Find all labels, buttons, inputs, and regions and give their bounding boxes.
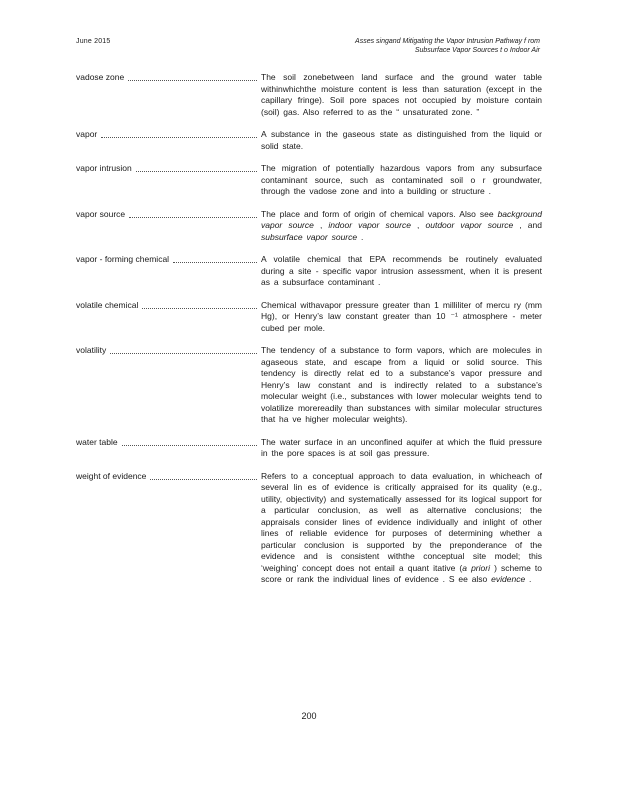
- dot-leader: [142, 300, 257, 309]
- latin-term: a priori: [462, 562, 490, 573]
- glossary-definition: [261, 209, 542, 244]
- glossary-term: vapor: [76, 129, 98, 139]
- header-title-line-1: Asses singand Mitigating the Vapor Intrusion Pathway f rom: [355, 38, 540, 45]
- glossary-definition: The soil zonebetween land surface and the ground water table withinwhichthe moisture content is less than saturation (except in the capillary fringe). Soil pore spaces not occupied by moisture contain (soil) gas. Also referred to as the “ unsaturated zone. ”: [261, 72, 542, 117]
- glossary-term: water table: [76, 436, 118, 447]
- glossary-definition: [261, 471, 542, 586]
- dot-leader: [110, 345, 257, 354]
- header-title-line-2: Subsurface Vapor Sources t o Indoor Air: [414, 47, 540, 54]
- glossary-definition: The water surface in an unconfined aquifer at which the fluid pressure in the pore spaces is at soil gas pressure.: [261, 436, 542, 458]
- glossary-term: volatile chemical: [76, 299, 139, 310]
- glossary-entry-vapor-intrusion: [76, 163, 542, 198]
- definition-text: The place and form of origin of chemical vapors. Also see: [261, 208, 498, 219]
- page-number: 200: [301, 711, 317, 721]
- dot-leader: [122, 437, 257, 446]
- glossary-definition: Chemical withavapor pressure greater than 1 milliliter of mercu ry (mm Hg), or Henry’s law constant greater than 10 ⁻¹ atmosphere - meter cubed per mole.: [261, 299, 542, 333]
- glossary-definition: A volatile chemical that EPA recommends be routinely evaluated during a site - specific vapor intrusion assessment, when it is present as a subsurface contaminant .: [261, 254, 542, 287]
- glossary-entry-volatile-chemical: [76, 300, 542, 335]
- cross-reference-link: outdoor vapor source: [425, 220, 514, 230]
- definition-text: .: [357, 231, 364, 242]
- cross-reference-link: subsurface: [261, 231, 303, 242]
- definition-text: ,: [410, 220, 426, 230]
- glossary-definition: The tendency of a substance to form vapors, which are molecules in agaseous state, and escape from a liquid or solid source. This tendency is directly relat ed to a substance’s vapor pressure and Henry’s law constant and is indirectly related to a substance’s molecular weight (i.e., substances with lower molecular weights tend to volatilize morereadily than substances with similar molecular structures that ha ve higher molecular weights).: [261, 345, 542, 424]
- glossary-list: [76, 72, 542, 597]
- cross-reference-link: vapor source: [261, 220, 314, 230]
- definition-text: , and: [513, 220, 542, 230]
- definition-text: ) scheme to score or rank the individual lines of evidence . S ee also: [261, 562, 542, 584]
- dot-leader: [128, 72, 257, 81]
- glossary-entry-vapor-forming-chemical: [76, 254, 542, 289]
- header-document-title: [280, 37, 540, 55]
- dot-leader: [129, 209, 257, 218]
- definition-text: .: [525, 574, 532, 584]
- glossary-term: vadose zone: [76, 72, 125, 82]
- cross-reference-link: indoor vapor source: [328, 220, 411, 230]
- glossary-entry-vapor-source: [76, 209, 542, 244]
- glossary-term: volatility: [76, 345, 107, 355]
- dot-leader: [173, 254, 257, 263]
- cross-reference-link: vapor source: [306, 231, 358, 242]
- glossary-entry-vadose-zone: [76, 72, 542, 118]
- cross-reference-link: evidence: [491, 574, 526, 584]
- header-date: June 2015: [76, 38, 111, 45]
- dot-leader: [101, 129, 257, 138]
- definition-text: Refers to a conceptual approach to data evaluation, in whicheach of several lin es of evidence is critically appraised for its quality (e.g., utility, objectivity) and systematically assessed for its logical support for a particular conclusion, as well as alternative conclusions; the appraisals consider lines of evidence individually and inlight of other lines of reliable evidence for purposes of determining whether a particular conclusion is supported by the preponderance of the evidence and is consistent withthe conceptual site model; this ‘weighing’ concept does not entail a quant itative (: [261, 470, 542, 573]
- dot-leader: [150, 471, 257, 480]
- glossary-entry-water-table: [76, 437, 542, 460]
- dot-leader: [136, 163, 257, 172]
- glossary-entry-vapor: [76, 129, 542, 152]
- glossary-term: vapor - forming chemical: [76, 254, 170, 264]
- glossary-term: vapor intrusion: [76, 163, 132, 173]
- glossary-entry-weight-of-evidence: [76, 471, 542, 586]
- glossary-definition: A substance in the gaseous state as distinguished from the liquid or solid state.: [261, 129, 542, 151]
- glossary-entry-volatility: [76, 345, 542, 426]
- glossary-term: weight of evidence: [76, 470, 147, 481]
- cross-reference-link: background: [497, 208, 542, 219]
- glossary-definition: The migration of potentially hazardous vapors from any subsurface contaminant source, such as contaminated soil o r groundwater, through the vadose zone and into a building or structure .: [261, 163, 542, 196]
- definition-text: ,: [313, 220, 329, 230]
- glossary-term: vapor source: [76, 208, 126, 219]
